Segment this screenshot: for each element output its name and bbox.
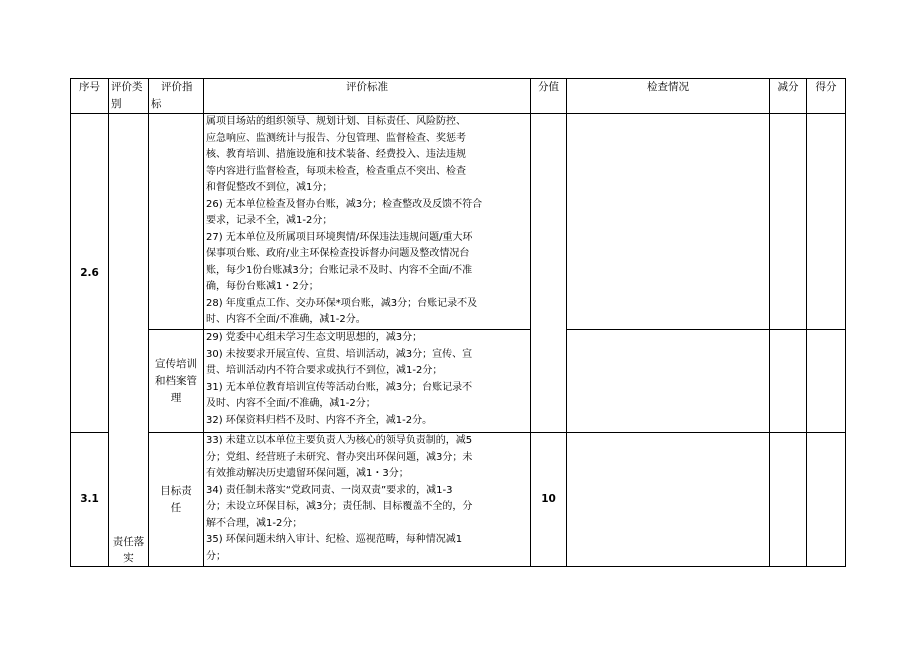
seq-2-6: 2.6 — [80, 266, 99, 279]
score-3-1: 10 — [541, 493, 556, 505]
header-indicator-line1: 评价指 — [161, 81, 193, 93]
criteria-line: 分；未设立环保目标，减3分；责任制、目标覆盖不全的，分 — [206, 501, 473, 512]
criteria-line: 核、教育培训、措施设施和技术装备、经费投入、违法违规 — [206, 149, 466, 160]
table-row — [71, 330, 846, 433]
criteria-line: 分；党组、经营班子未研究、督办突出环保问题，减3分；未 — [206, 451, 473, 463]
table-header-row — [71, 79, 846, 114]
deduction-cell — [770, 114, 807, 330]
category-line2: 实 — [123, 552, 134, 564]
table-row — [71, 114, 846, 330]
criteria-line: 确，每份台账减1・2分； — [206, 281, 319, 292]
criteria-line: 保事项台账、政府/业主环保检查投诉督办问题及整改情况台 — [206, 248, 470, 259]
criteria-line: 贯、培训活动内不符合要求或执行不到位，减1-2分； — [206, 365, 443, 376]
points-cell — [807, 114, 846, 330]
header-points: 得分 — [807, 79, 846, 114]
criteria-line: 分； — [206, 550, 226, 562]
category-line1: 责任落 — [112, 536, 145, 548]
indicator-line: 和档案管 — [155, 374, 197, 387]
criteria-line: 33) 未建立以本单位主要负责人为核心的领导负责制的，减5 — [206, 435, 473, 446]
criteria-cell-2-6 — [204, 330, 531, 433]
score-cell-3-1 — [531, 433, 567, 567]
points-cell — [807, 330, 846, 433]
inspection-cell — [567, 433, 770, 567]
seq-cell-3-1 — [71, 433, 109, 567]
header-seq: 序号 — [71, 79, 109, 114]
criteria-line: 应急响应、监测统计与报告、分包管理、监督检查、奖惩考 — [206, 132, 466, 144]
seq-3-1: 3.1 — [80, 493, 99, 505]
header-deduction: 减分 — [770, 79, 807, 114]
criteria-line: 34) 责任制未落实“党政同责、一岗双责”要求的，减1-3 — [206, 484, 453, 496]
category-text — [109, 534, 148, 566]
header-category — [109, 79, 149, 114]
indicator-line: 目标责 — [160, 484, 192, 497]
criteria-line: 28) 年度重点工作、交办环保*项台账，减3分；台账记录不及 — [206, 297, 478, 309]
seq-cell-2-6 — [71, 114, 109, 433]
header-criteria: 评价标准 — [204, 79, 531, 114]
inspection-cell — [567, 330, 770, 433]
criteria-line: 27) 无本单位及所属项目环境舆情/环保违法违规问题/重大环 — [206, 231, 473, 243]
criteria-cell-3-1 — [204, 433, 531, 567]
inspection-cell — [567, 114, 770, 330]
evaluation-table — [70, 78, 846, 567]
indicator-cell-3-1 — [149, 433, 204, 567]
criteria-line: 要求，记录不全，减1-2分； — [206, 215, 333, 226]
header-indicator-line2: 标 — [151, 98, 162, 110]
indicator-text-3-1 — [149, 483, 203, 517]
criteria-line: 解不合理，减1-2分； — [206, 517, 303, 529]
criteria-line: 及时、内容不全面/不准确，减1-2分； — [206, 398, 376, 409]
criteria-line: 账，每少1份台账减3分；台账记录不及时、内容不全面/不准 — [206, 264, 473, 276]
criteria-line: 属项目场站的组织领导、规划计划、目标责任、风险防控、 — [206, 116, 466, 127]
criteria-line: 32) 环保资料归档不及时、内容不齐全，减1-2分。 — [206, 414, 433, 426]
indicator-text-2-6 — [149, 356, 203, 407]
header-inspection: 检查情况 — [567, 79, 770, 114]
indicator-cell-continued — [149, 114, 204, 330]
criteria-line: 有效推动解决历史遗留环保问题，减1・3分； — [206, 468, 409, 479]
criteria-cell-continued — [204, 114, 531, 330]
indicator-line: 宣传培训 — [155, 357, 197, 370]
criteria-line: 35) 环保问题未纳入审计、纪检、巡视范畴，每种情况减1 — [206, 534, 463, 545]
criteria-line: 31) 无本单位教育培训宣传等活动台账，减3分；台账记录不 — [206, 381, 473, 393]
header-category-line1: 评价类 — [111, 81, 143, 93]
indicator-cell-2-6 — [149, 330, 204, 433]
header-score: 分值 — [531, 79, 567, 114]
criteria-line: 26) 无本单位检查及督办台账，减3分；检查整改及反馈不符合 — [206, 198, 483, 210]
indicator-line: 任 — [170, 501, 182, 514]
score-cell-2-6 — [531, 114, 567, 433]
criteria-line: 等内容进行监督检查，每项未检查，检查重点不突出、检查 — [206, 165, 466, 177]
header-category-line2: 别 — [111, 98, 122, 110]
deduction-cell — [770, 330, 807, 433]
deduction-cell — [770, 433, 807, 567]
points-cell — [807, 433, 846, 567]
table-row — [71, 433, 846, 567]
criteria-line: 29) 党委中心组未学习生态文明思想的，减3分； — [206, 332, 423, 343]
header-indicator — [149, 79, 204, 114]
category-cell — [109, 114, 149, 567]
criteria-line: 30) 未按要求开展宣传、宣贯、培训活动，减3分；宣传、宣 — [206, 348, 473, 360]
indicator-line: 理 — [170, 391, 182, 404]
criteria-line: 时、内容不全面/不准确，减1-2分。 — [206, 314, 366, 325]
criteria-line: 和督促整改不到位，减1分； — [206, 182, 333, 193]
